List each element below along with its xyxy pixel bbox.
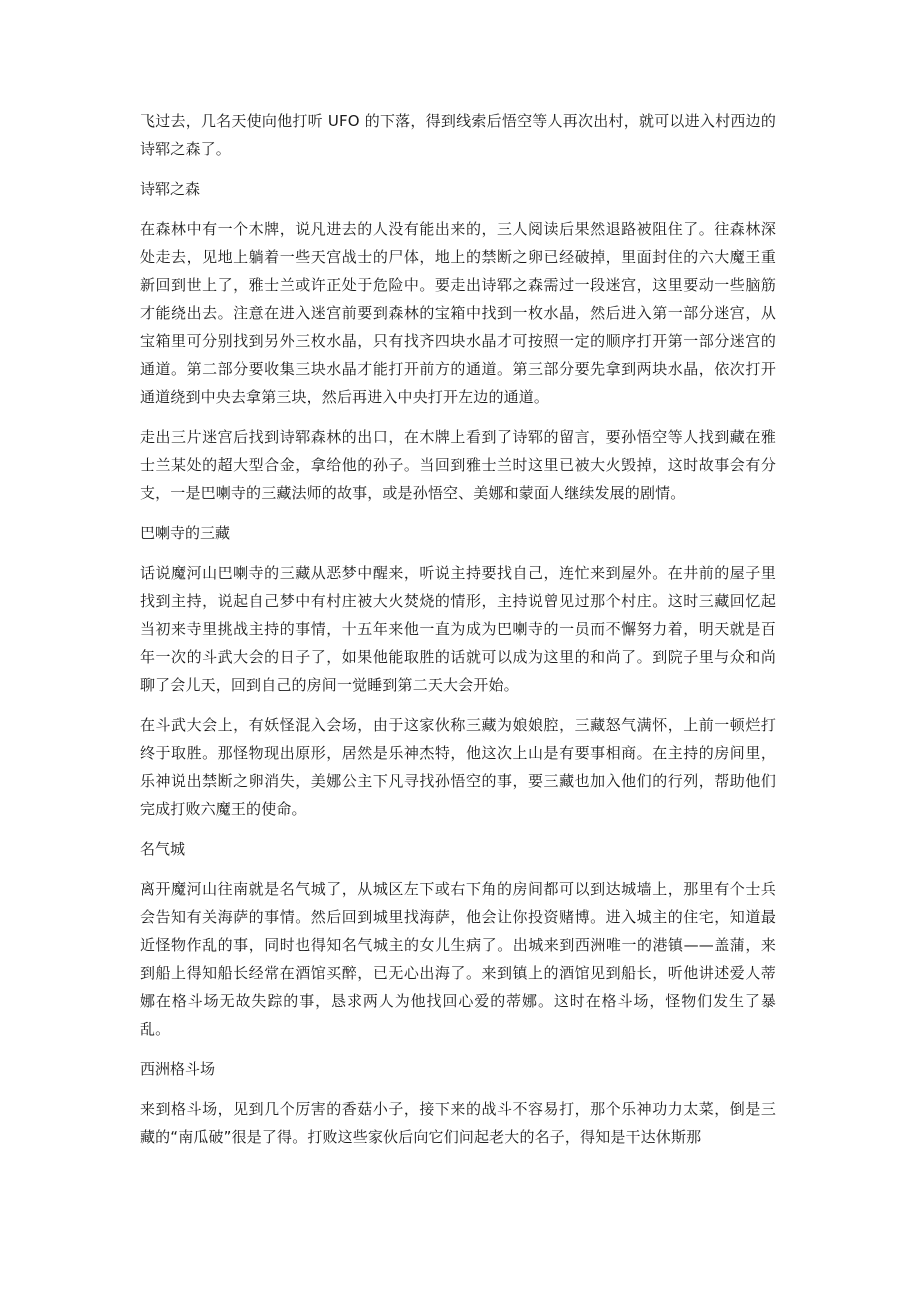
section-heading: 巴喇寺的三藏 [140,524,231,542]
section-heading: 名气城 [140,840,186,858]
paragraph: 话说魔河山巴喇寺的三藏从恶梦中醒来，听说主持要找自己，连忙来到屋外。在井前的屋子里找到主持，说起自己梦中有村庄被大火焚烧的情形，主持说曾见过那个村庄。这时三藏回忆起当初来寺里挑战主持的事情，十五年来他一直为成为巴喇寺的一员而不懈努力着，明天就是百年一次的斗武大会的日子了，如果他能取胜的话就可以成为这里的和尚了。到院子里与众和尚聊了会儿天，回到自己的房间一觉睡到第二天大会开始。 [140,564,776,694]
paragraph: 在森林中有一个木牌，说凡进去的人没有能出来的，三人阅读后果然退路被阻住了。往森林深处走去，见地上躺着一些天宫战士的尸体，地上的禁断之卵已经破掉，里面封住的六大魔王重新回到世上了，雅士兰或许正处于危险中。要走出诗郓之森需过一段迷宫，这里要动一些脑筋才能绕出去。注意在进入迷宫前要到森林的宝箱中找到一枚水晶，然后进入第一部分迷宫，从宝箱里可分别找到另外三枚水晶，只有找齐四块水晶才可按照一定的顺序打开第一部分迷宫的通道。第二部分要收集三块水晶才能打开前方的通道。第三部分要先拿到两块水晶，依次打开通道绕到中央去拿第三块，然后再进入中央打开左边的通道。 [140,220,776,406]
document-page [140,107,776,1163]
paragraph: 在斗武大会上，有妖怪混入会场，由于这家伙称三藏为娘娘腔，三藏怒气满怀，上前一顿烂打终于取胜。那怪物现出原形，居然是乐神杰特，他这次上山是有要事相商。在主持的房间里，乐神说出禁断之卵消失，美娜公主下凡寻找孙悟空的事，要三藏也加入他们的行列，帮助他们完成打败六魔王的使命。 [140,716,776,818]
paragraph: 走出三片迷宫后找到诗郓森林的出口，在木牌上看到了诗郓的留言，要孙悟空等人找到藏在雅士兰某处的超大型合金，拿给他的孙子。当回到雅士兰时这里已被大火毁掉，这时故事会有分支，一是巴喇寺的三藏法师的故事，或是孙悟空、美娜和蒙面人继续发展的剧情。 [140,428,776,502]
paragraph: 来到格斗场，见到几个厉害的香菇小子，接下来的战斗不容易打，那个乐神功力太菜，倒是三藏的“南瓜破”很是了得。打败这些家伙后向它们问起老大的名子，得知是干达休斯那 [140,1100,776,1146]
paragraph: 离开魔河山往南就是名气城了，从城区左下或右下角的房间都可以到达城墙上，那里有个士兵会告知有关海萨的事情。然后回到城里找海萨，他会让你投资赌博。进入城主的住宅，知道最近怪物作乱的事，同时也得知名气城主的女儿生病了。出城来到西洲唯一的港镇——盖蒲，来到船上得知船长经常在酒馆买醉，已无心出海了。来到镇上的酒馆见到船长，听他讲述爱人蒂娜在格斗场无故失踪的事，恳求两人为他找回心爱的蒂娜。这时在格斗场，怪物们发生了暴乱。 [140,880,776,1038]
section-heading: 诗郓之森 [140,180,201,198]
paragraph: 飞过去，几名天使向他打听 UFO 的下落，得到线索后悟空等人再次出村，就可以进入村西边的诗郓之森了。 [140,112,776,158]
section-heading: 西洲格斗场 [140,1060,216,1078]
